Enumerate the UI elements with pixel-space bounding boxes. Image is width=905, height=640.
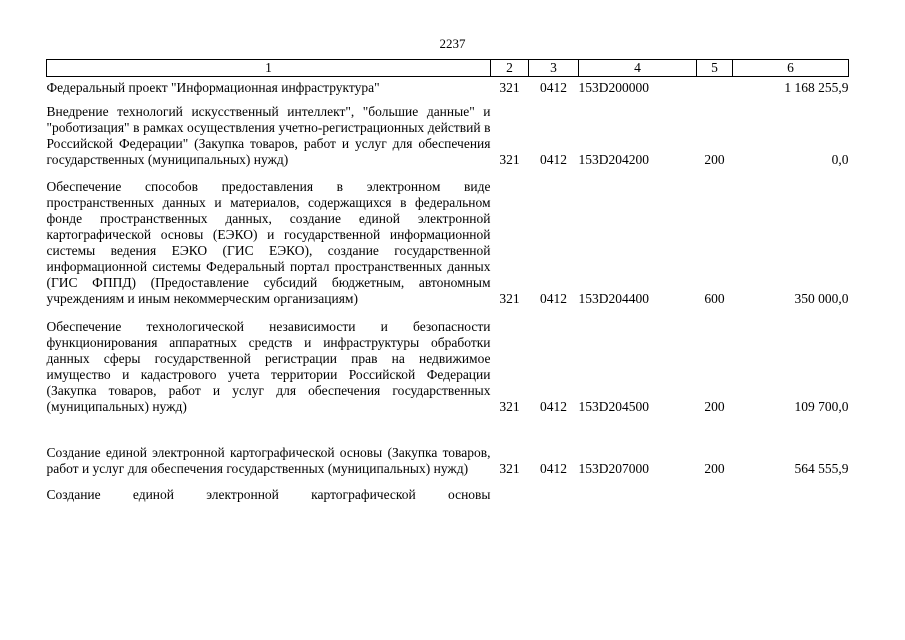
header-col-2: 2: [491, 60, 529, 77]
row-col6: [733, 477, 849, 503]
row-col4: 153D200000: [578, 80, 649, 95]
row-col4: 153D204400: [578, 291, 649, 306]
row-col6: 0,0: [831, 152, 849, 167]
row-col3: 0412: [540, 399, 567, 414]
row-col2: 321: [499, 80, 520, 95]
row-col5: 200: [704, 461, 725, 476]
row-col3: 0412: [540, 291, 567, 306]
row-col3: 0412: [540, 461, 567, 476]
table-row: [47, 168, 849, 307]
row-col5: 200: [704, 399, 725, 414]
table-row: [47, 477, 849, 503]
row-col3: 0412: [540, 152, 567, 167]
header-col-1: 1: [47, 60, 491, 77]
row-col6: 350 000,0: [794, 291, 849, 306]
row-col4: 153D207000: [578, 461, 649, 476]
row-col6: 1 168 255,9: [784, 80, 849, 95]
table-row: [47, 307, 849, 415]
table-row: [47, 96, 849, 168]
table-row: [47, 415, 849, 477]
row-col6: 109 700,0: [794, 399, 849, 414]
page-number: 2237: [439, 36, 466, 51]
row-col5: 600: [704, 291, 725, 306]
row-col2: [491, 477, 529, 503]
header-col-6: 6: [733, 60, 849, 77]
row-col2: 321: [499, 152, 520, 167]
row-name: Обеспечение способов предоставления в электронном виде пространственных данных и материалов, содержащихся в федеральном фонде пространственных данных, создание единой электронной картографической основы (ЕЭКО) и государственной информационной системы ведения ЕЭКО (ГИС ЕЭКО), создание государственной информационной системы Федеральный портал пространственных данных (ГИС ФППД) (Предоставление субсидий бюджетным, автономным учреждениям и иным некоммерческим организациям): [46, 179, 491, 306]
table-row: [47, 77, 849, 97]
row-name: Обеспечение технологической независимости и безопасности функционирования аппаратных средств и инфраструктуры обработки данных сферы государственной регистрации прав на недвижимое имущество и кадастрового учета территории Российской Федерации (Закупка товаров, работ и услуг для обеспечения государственных (муниципальных) нужд): [46, 319, 491, 414]
row-col3: 0412: [540, 80, 567, 95]
header-row: [47, 60, 849, 77]
header-col-3: 3: [529, 60, 579, 77]
row-col5: [697, 77, 733, 97]
header-col-4: 4: [579, 60, 697, 77]
row-name: Внедрение технологий искусственный интеллект", "большие данные" и "роботизация" в рамках осуществления учетно-регистрационных действий в Российской Федерации" (Закупка товаров, работ и услуг для обеспечения государственных (муниципальных) нужд): [46, 104, 491, 167]
row-col2: 321: [499, 291, 520, 306]
row-col6: 564 555,9: [794, 461, 849, 476]
row-col5: [697, 477, 733, 503]
row-col4: 153D204500: [578, 399, 649, 414]
row-col4: 153D204200: [578, 152, 649, 167]
header-col-5: 5: [697, 60, 733, 77]
row-col4: [579, 477, 697, 503]
budget-table: [46, 59, 849, 503]
row-name: Создание единой электронной картографической основы (Закупка товаров, работ и услуг для обеспечения государственных (муниципальных) нужд): [46, 445, 491, 476]
row-name: Создание единой электронной картографической основы: [46, 487, 491, 502]
row-name: Федеральный проект "Информационная инфраструктура": [46, 80, 380, 95]
row-col2: 321: [499, 461, 520, 476]
row-col2: 321: [499, 399, 520, 414]
row-col3: [529, 477, 579, 503]
row-col5: 200: [704, 152, 725, 167]
